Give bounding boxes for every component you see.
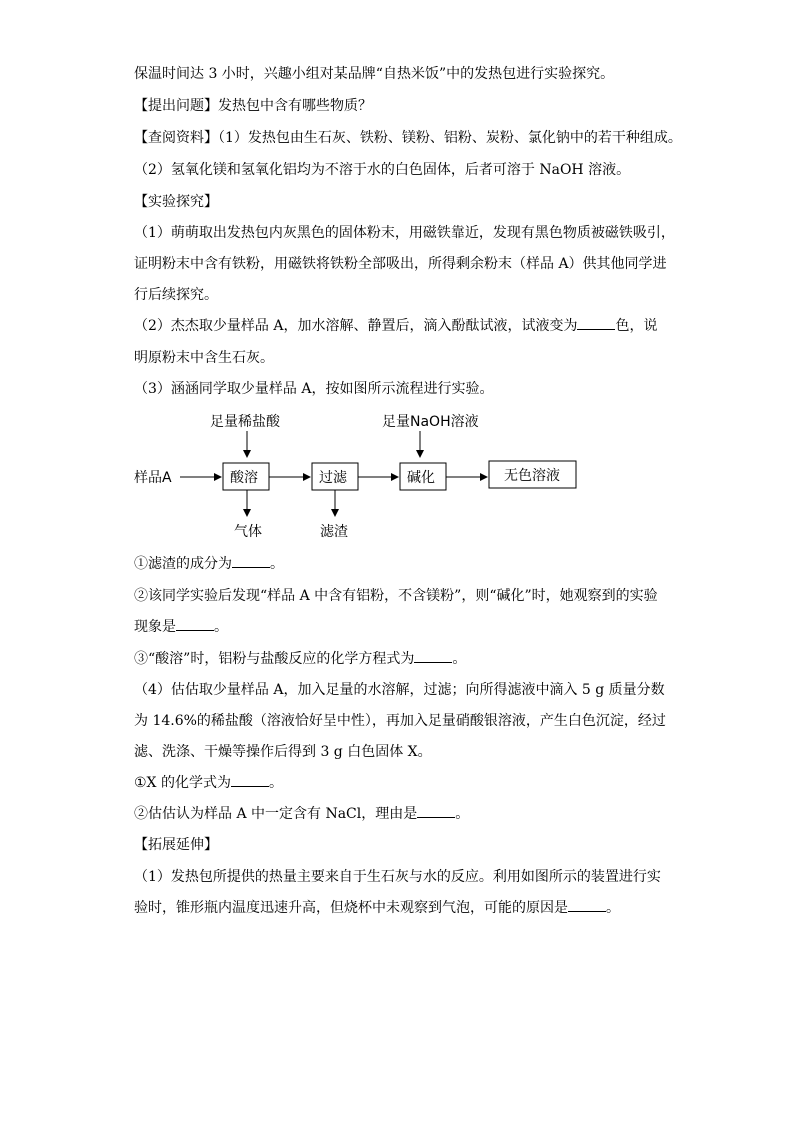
text-line: 证明粉末中含有铁粉，用磁铁将铁粉全部吸出，所得剩余粉末（样品 A）供其他同学进 (134, 256, 667, 272)
question-text: ③“酸溶”时，铝粉与盐酸反应的化学方程式为 (134, 651, 415, 667)
answer-blank[interactable] (414, 650, 452, 663)
text-line: 【查阅资料】（1）发热包由生石灰、铁粉、镁粉、铝粉、炭粉、氯化钠中的若干种组成。 (134, 130, 682, 146)
answer-blank[interactable] (176, 618, 214, 631)
section-heading: 【提出问题】发热包中含有哪些物质？ (134, 98, 372, 114)
text-line: （4）估估取少量样品 A，加入足量的水溶解，过滤；向所得滤液中滴入 5 g 质量分数 (134, 682, 665, 698)
question-text: ①X 的化学式为 (134, 775, 231, 791)
base-reagent-label: 足量NaOH溶液 (382, 414, 479, 430)
question-text: ①滤渣的成分为 (134, 556, 232, 572)
text-line: （2）氢氧化镁和氢氧化铝均为不溶于水的白色固体，后者可溶于 NaOH 溶液。 (134, 162, 631, 178)
question-line (134, 617, 228, 637)
question-text: 验时，锥形瓶内温度迅速升高，但烧杯中未观察到气泡，可能的原因是 (134, 900, 568, 916)
gas-label: 气体 (234, 524, 262, 540)
residue-label: 滤渣 (320, 524, 348, 540)
question-line (134, 804, 469, 824)
acid-dissolve-label: 酸溶 (230, 470, 258, 486)
question-line (134, 649, 466, 669)
acid-reagent-label: 足量稀盐酸 (210, 414, 280, 430)
text-line: ②该同学实验后发现“样品 A 中含有铝粉，不含镁粉”，则“碱化”时，她观察到的实验 (134, 588, 658, 604)
flow-diagram (120, 405, 600, 550)
question-text-end: 。 (270, 556, 284, 572)
text-line: 明原粉末中含生石灰。 (134, 350, 274, 366)
text-line: 行后续探究。 (134, 287, 218, 303)
text-line: （3）涵涵同学取少量样品 A，按如图所示流程进行实验。 (134, 381, 494, 397)
question-text: 现象是 (134, 619, 176, 635)
text-line: 为 14.6%的稀盐酸（溶液恰好呈中性），再加入足量硝酸银溶液，产生白色沉淀，经过 (134, 713, 666, 729)
text-line: （1）萌萌取出发热包内灰黑色的固体粉末，用磁铁靠近，发现有黑色物质被磁铁吸引， (134, 225, 675, 241)
question-text: （2）杰杰取少量样品 A，加水溶解、静置后，滴入酚酞试液，试液变为 (134, 318, 578, 334)
filter-label: 过滤 (319, 470, 347, 486)
question-text-end: 。 (214, 619, 228, 635)
text-line: （1）发热包所提供的热量主要来自于生石灰与水的反应。利用如图所示的装置进行实 (134, 869, 661, 885)
question-line (134, 316, 657, 336)
text-line: 保温时间达 3 小时，兴趣小组对某品牌“自热米饭”中的发热包进行实验探究。 (134, 66, 615, 82)
alkali-label: 碱化 (407, 470, 435, 486)
result-label: 无色溶液 (504, 468, 560, 484)
answer-blank[interactable] (577, 317, 615, 330)
answer-blank[interactable] (568, 899, 606, 912)
question-text-end: 。 (452, 651, 467, 667)
text-line: 滤、洗涤、干燥等操作后得到 3 g 白色固体 X。 (134, 744, 432, 760)
answer-blank[interactable] (232, 555, 270, 568)
question-line (134, 554, 284, 574)
question-text-end: 。 (268, 775, 283, 791)
section-heading: 【拓展延伸】 (134, 837, 218, 853)
sample-label: 样品A (134, 470, 172, 486)
section-heading: 【实验探究】 (134, 194, 218, 210)
answer-blank[interactable] (417, 805, 455, 818)
question-line (134, 898, 620, 918)
question-text-end: 色，说 (615, 318, 658, 334)
question-text-end: 。 (455, 806, 470, 822)
answer-blank[interactable] (231, 774, 269, 787)
question-line (134, 773, 283, 793)
question-text: ②估估认为样品 A 中一定含有 NaCl，理由是 (134, 806, 418, 822)
question-text-end: 。 (606, 900, 620, 916)
